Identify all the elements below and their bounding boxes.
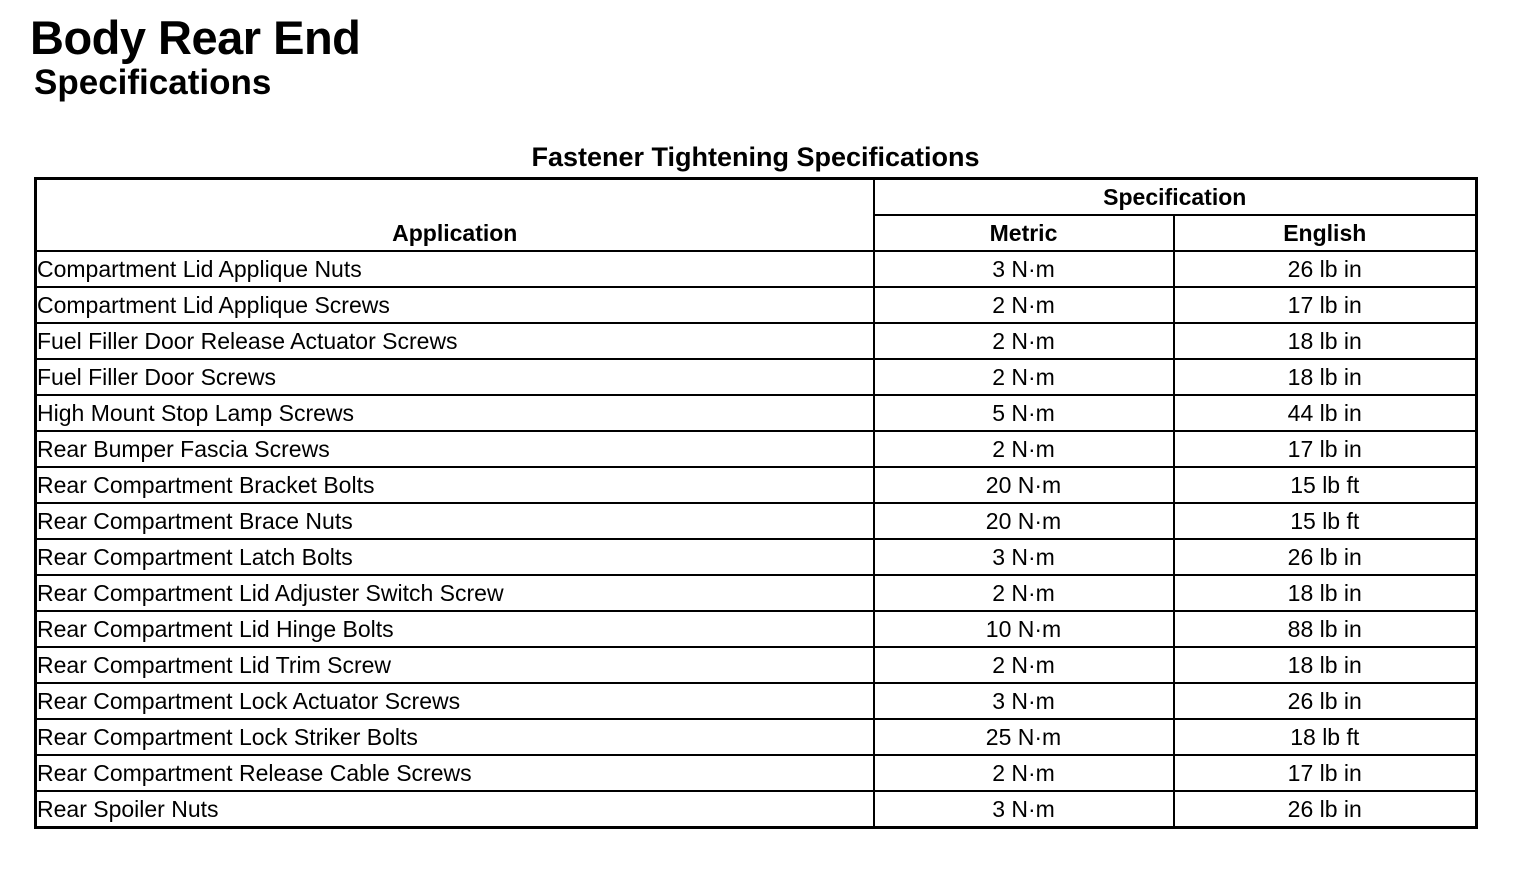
english-cell: 26 lb in [1174,683,1477,719]
metric-cell: 3 N·m [874,251,1174,287]
table-row [36,395,1477,431]
english-cell: 18 lb in [1174,647,1477,683]
english-cell: 44 lb in [1174,395,1477,431]
application-cell: Rear Compartment Bracket Bolts [36,467,874,503]
english-cell: 26 lb in [1174,539,1477,575]
english-cell: 18 lb in [1174,575,1477,611]
metric-cell: 3 N·m [874,539,1174,575]
table-row [36,755,1477,791]
metric-cell: 25 N·m [874,719,1174,755]
application-cell: Compartment Lid Applique Screws [36,287,874,323]
english-column-header: English [1174,215,1477,251]
metric-column-header: Metric [874,215,1174,251]
application-cell: Rear Compartment Lid Adjuster Switch Screw [36,575,874,611]
header-row-top [36,179,1477,216]
metric-cell: 10 N·m [874,611,1174,647]
application-cell: Rear Compartment Release Cable Screws [36,755,874,791]
metric-cell: 2 N·m [874,431,1174,467]
metric-cell: 20 N·m [874,503,1174,539]
english-cell: 15 lb ft [1174,503,1477,539]
specification-group-header: Specification [874,179,1477,216]
metric-cell: 2 N·m [874,647,1174,683]
table-row [36,647,1477,683]
metric-cell: 20 N·m [874,467,1174,503]
metric-cell: 3 N·m [874,683,1174,719]
metric-cell: 2 N·m [874,359,1174,395]
english-cell: 17 lb in [1174,755,1477,791]
table-row [36,431,1477,467]
application-cell: Rear Compartment Lid Trim Screw [36,647,874,683]
application-cell: Rear Spoiler Nuts [36,791,874,828]
table-row [36,575,1477,611]
metric-cell: 2 N·m [874,575,1174,611]
table-body [36,251,1477,828]
application-cell: High Mount Stop Lamp Screws [36,395,874,431]
application-cell: Rear Compartment Lock Actuator Screws [36,683,874,719]
page-subtitle: Specifications [34,63,272,102]
application-cell: Compartment Lid Applique Nuts [36,251,874,287]
table-row [36,251,1477,287]
table-row [36,719,1477,755]
english-cell: 18 lb ft [1174,719,1477,755]
application-cell: Rear Compartment Lock Striker Bolts [36,719,874,755]
english-cell: 26 lb in [1174,251,1477,287]
application-column-header: Application [36,179,874,252]
metric-cell: 5 N·m [874,395,1174,431]
table-row [36,791,1477,828]
table-row [36,359,1477,395]
application-cell: Fuel Filler Door Release Actuator Screws [36,323,874,359]
table-header [36,179,1477,252]
application-cell: Rear Compartment Lid Hinge Bolts [36,611,874,647]
table-caption: Fastener Tightening Specifications [531,142,980,172]
metric-cell: 2 N·m [874,323,1174,359]
application-cell: Rear Bumper Fascia Screws [36,431,874,467]
english-cell: 18 lb in [1174,359,1477,395]
table-row [36,683,1477,719]
english-cell: 88 lb in [1174,611,1477,647]
english-cell: 17 lb in [1174,287,1477,323]
table-row [36,611,1477,647]
english-cell: 17 lb in [1174,431,1477,467]
table-row [36,323,1477,359]
fastener-spec-table [34,177,1478,829]
metric-cell: 2 N·m [874,287,1174,323]
metric-cell: 3 N·m [874,791,1174,828]
metric-cell: 2 N·m [874,755,1174,791]
english-cell: 15 lb ft [1174,467,1477,503]
application-cell: Rear Compartment Latch Bolts [36,539,874,575]
page-title: Body Rear End [30,11,361,64]
application-cell: Fuel Filler Door Screws [36,359,874,395]
english-cell: 26 lb in [1174,791,1477,828]
application-cell: Rear Compartment Brace Nuts [36,503,874,539]
table-row [36,467,1477,503]
table-row [36,539,1477,575]
table-row [36,503,1477,539]
english-cell: 18 lb in [1174,323,1477,359]
table-row [36,287,1477,323]
